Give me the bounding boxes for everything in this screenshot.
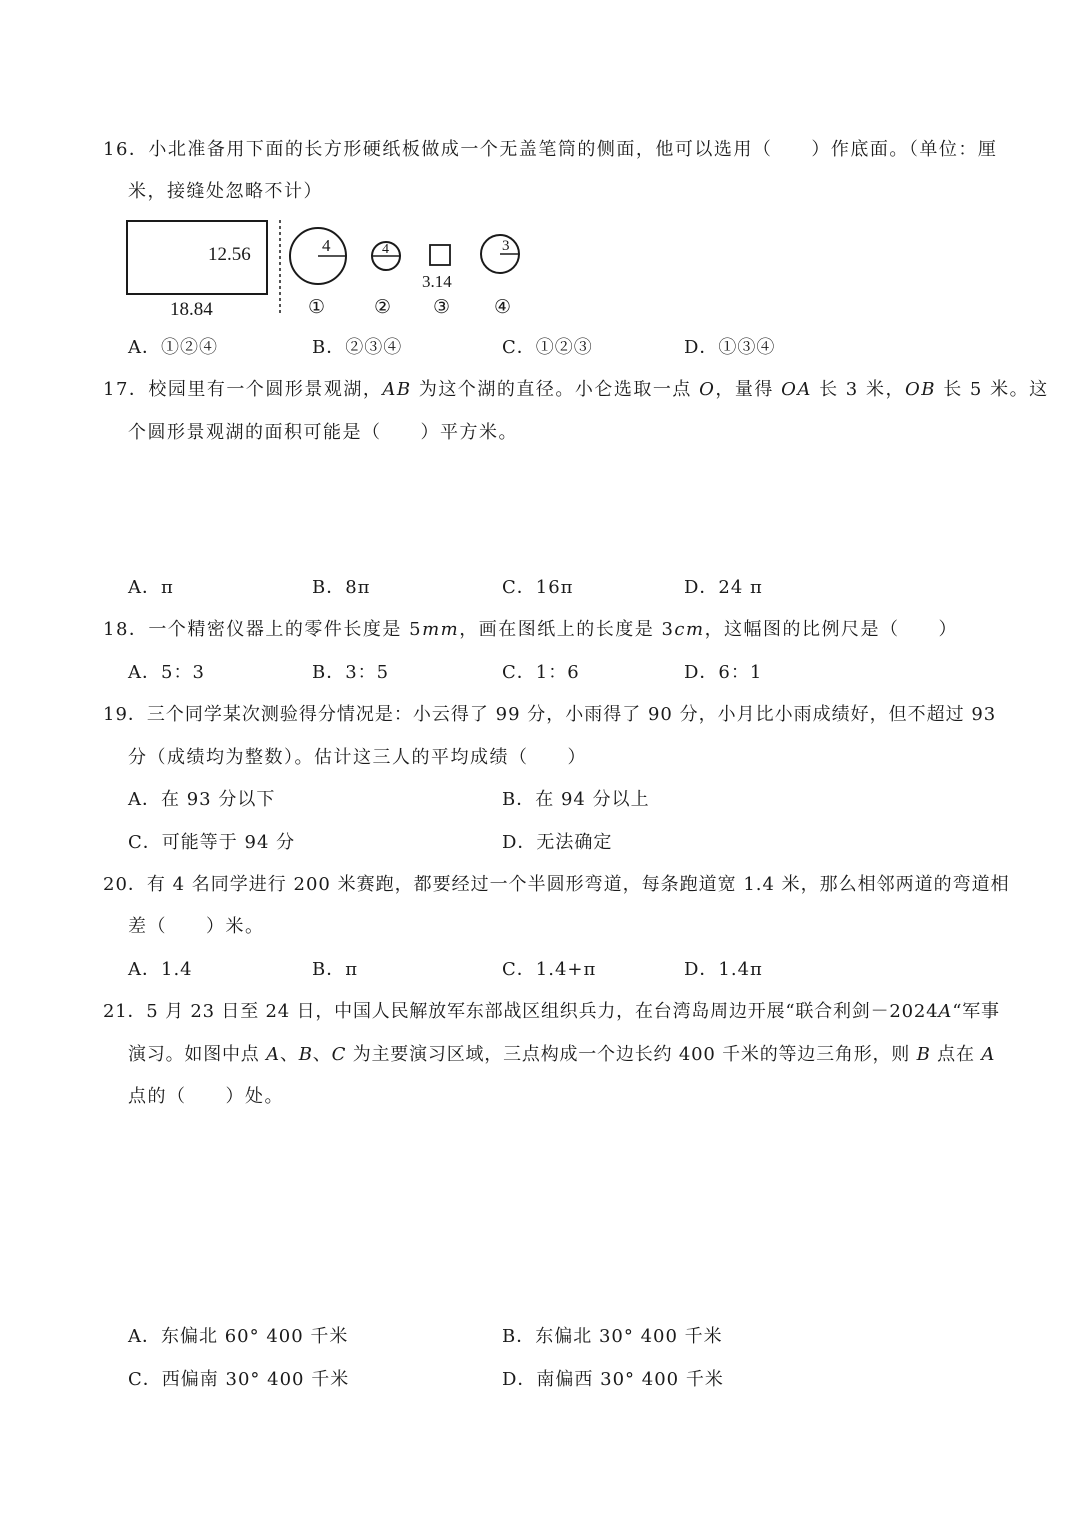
q16-shape1-label: ① [308,297,326,318]
q18-option-c[interactable]: C．1：6 [502,662,580,683]
q19-stem-line2: 分（成绩均为整数）。估计这三人的平均成绩（ ） [128,747,587,768]
q20-option-d[interactable]: D．1.4π [684,959,763,980]
q16-option-a[interactable]: A．①②④ [128,337,218,358]
q17-stem-line1: 17．校园里有一个圆形景观湖，AB 为这个湖的直径。小仑选取一点 O，量得 OA 长 3 米，OB 长 5 米。这 [103,379,1049,400]
q20-option-b[interactable]: B．π [312,959,359,980]
q18-option-b[interactable]: B．3：5 [312,662,390,683]
q16-option-d[interactable]: D．①③④ [684,337,776,358]
q16-shape1-value: 4 [322,236,331,255]
q17-option-a[interactable]: A．π [128,577,174,598]
q17-option-b[interactable]: B．8π [312,577,371,598]
q19-option-b[interactable]: B．在 94 分以上 [502,789,650,810]
q18-option-d[interactable]: D．6：1 [684,662,763,683]
q16-stem-line2: 米，接缝处忽略不计） [128,181,323,202]
q16-option-c[interactable]: C．①②③ [502,337,593,358]
q21-option-a[interactable]: A．东偏北 60° 400 千米 [128,1326,349,1347]
q16-shape4-label: ④ [494,297,512,318]
q16-shape3-label: ③ [433,297,451,318]
q21-option-d[interactable]: D．南偏西 30° 400 千米 [502,1369,724,1390]
q18-option-a[interactable]: A．5：3 [128,662,205,683]
q16-shape2-label: ② [374,297,392,318]
q20-option-c[interactable]: C．1.4+π [502,959,597,980]
q16-shape2-value: 4 [382,242,389,257]
q18-stem: 18．一个精密仪器上的零件长度是 5mm，画在图纸上的长度是 3cm，这幅图的比例尺是（ ） [103,619,959,640]
q21-stem-line2: 演习。如图中点 A、B、C 为主要演习区域，三点构成一个边长约 400 千米的等边三角形，则 B 点在 A [128,1044,996,1065]
q19-option-a[interactable]: A．在 93 分以下 [128,789,276,810]
q16-figure [124,218,534,318]
q17-option-d[interactable]: D．24 π [684,577,763,598]
q16-rect-height-label: 12.56 [208,244,251,265]
q16-stem-line1: 16．小北准备用下面的长方形硬纸板做成一个无盖笔筒的侧面，他可以选用（ ）作底面。（单位：厘 [103,139,998,160]
q19-option-d[interactable]: D．无法确定 [502,832,613,853]
q16-rect-width-label: 18.84 [170,299,213,318]
q16-shape4-value: 3 [502,238,510,254]
q21-option-b[interactable]: B．东偏北 30° 400 千米 [502,1326,723,1347]
q20-stem-line2: 差（ ）米。 [128,916,265,937]
q20-stem-line1: 20．有 4 名同学进行 200 米赛跑，都要经过一个半圆形弯道，每条跑道宽 1.4 米，那么相邻两道的弯道相 [103,874,1010,895]
q17-option-c[interactable]: C．16π [502,577,574,598]
q19-option-c[interactable]: C．可能等于 94 分 [128,832,296,853]
q16-option-b[interactable]: B．②③④ [312,337,403,358]
q21-stem-line1: 21．5 月 23 日至 24 日，中国人民解放军东部战区组织兵力，在台湾岛周边开展“联合利剑－2024A“军事 [103,1001,1000,1022]
q16-shape3-value: 3.14 [422,272,452,291]
q21-stem-line3: 点的（ ）处。 [128,1086,284,1107]
q21-option-c[interactable]: C．西偏南 30° 400 千米 [128,1369,350,1390]
q19-stem-line1: 19．三个同学某次测验得分情况是：小云得了 99 分，小雨得了 90 分，小月比小雨成绩好，但不超过 93 [103,704,997,725]
q20-option-a[interactable]: A．1.4 [128,959,193,980]
q17-stem-line2: 个圆形景观湖的面积可能是（ ）平方米。 [128,422,518,443]
q16-shape3-square [430,245,450,265]
